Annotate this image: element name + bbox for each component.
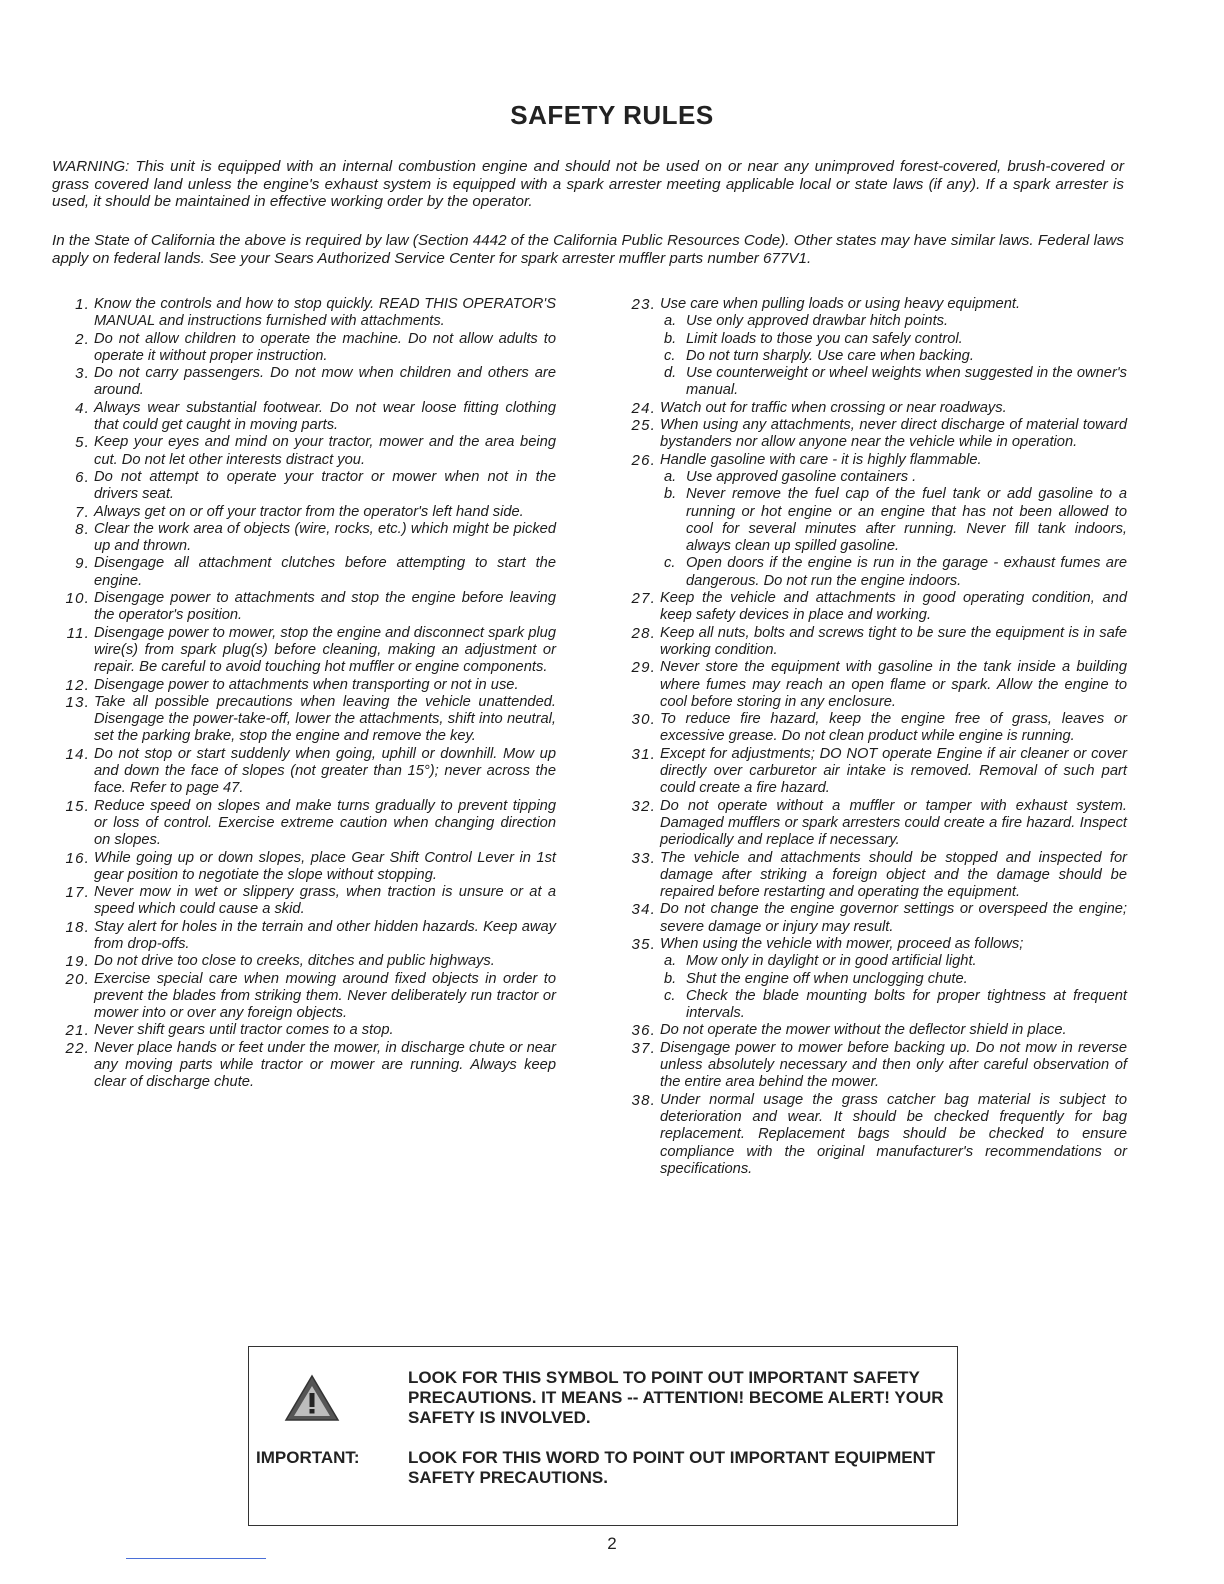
rule-text: Never place hands or feet under the mower, in discharge chute or near any moving parts while tractor or mower are running. Always keep clear of discharge chute.: [94, 1039, 556, 1091]
rule-item: [48, 919, 556, 954]
subitem-text: Do not turn sharply. Use care when backing.: [686, 347, 974, 364]
rule-item: [48, 884, 556, 919]
rule-text: Do not operate the mower without the deflector shield in place.: [660, 1022, 1067, 1039]
rule-number: 21.: [65, 1022, 90, 1040]
rule-number: 6.: [75, 468, 90, 486]
rule-subitem: [664, 953, 1127, 970]
rule-number: 37.: [631, 1039, 656, 1057]
california-paragraph: In the State of California the above is required by law (Section 4442 of the California Public Resources Code). Other states may have similar laws. Federal laws apply on federal lands. See your Sears Authorized Service Center for spark arrester muffler parts number 677V1.: [52, 232, 1124, 267]
rule-number: 38.: [631, 1091, 656, 1109]
rule-item: [48, 331, 556, 366]
rule-text: Do not drive too close to creeks, ditches and public highways.: [94, 953, 495, 970]
rule-subitem: [664, 348, 1127, 365]
subitem-text: Shut the engine off when unclogging chute.: [686, 970, 968, 987]
rule-text: Know the controls and how to stop quickly. READ THIS OPERATOR'S MANUAL and instructions furnished with attachments.: [94, 296, 556, 330]
rule-subitem: [664, 988, 1127, 1023]
rule-number: 9.: [75, 555, 90, 573]
rule-item: [48, 365, 556, 400]
divider-line: [126, 1558, 266, 1559]
rule-text: Take all possible precautions when leaving the vehicle unattended. Disengage the power-take-off, lower the attachments, shift into neutral, set the parking brake, stop the engine and remove the key.: [94, 693, 556, 745]
rule-text: Do not operate without a muffler or tamper with exhaust system. Damaged mufflers or spark arresters could create a fire hazard. Inspect periodically and replace if necessary.: [660, 797, 1127, 849]
rule-item: [48, 971, 556, 1023]
rule-number: 3.: [75, 365, 90, 383]
rule-number: 28.: [631, 624, 656, 642]
subitem-text: Use only approved drawbar hitch points.: [686, 313, 949, 330]
rule-item: [48, 555, 556, 590]
subitem-letter: a.: [664, 313, 677, 330]
subitem-letter: a.: [664, 953, 677, 970]
rule-item: [48, 625, 556, 677]
rule-subitem: [664, 331, 1127, 348]
rule-text: When using any attachments, never direct discharge of material toward bystanders nor allow anyone near the vehicle while in operation.: [660, 417, 1127, 451]
rule-number: 20.: [65, 970, 90, 988]
rule-item: [48, 590, 556, 625]
rule-item: [614, 1040, 1127, 1092]
rule-item: [614, 659, 1127, 711]
rule-number: 29.: [631, 659, 656, 677]
subitem-text: Limit loads to those you can safely control.: [686, 330, 963, 347]
rule-text: Reduce speed on slopes and make turns gradually to prevent tipping or loss of control. Exercise extreme caution when changing direction on slopes.: [94, 797, 556, 849]
subitem-letter: b.: [664, 486, 677, 503]
rule-item: [614, 400, 1127, 417]
rule-text: Disengage all attachment clutches before attempting to start the engine.: [94, 555, 556, 589]
subitem-letter: d.: [664, 365, 677, 382]
subitem-letter: c.: [664, 347, 676, 364]
rule-text: Keep the vehicle and attachments in good operating condition, and keep safety devices in place and working.: [660, 590, 1127, 624]
rule-text: Never store the equipment with gasoline in the tank inside a building where fumes may reach an open flame or spark. Allow the engine to cool before storing in any enclosure.: [660, 659, 1127, 710]
page-number: 2: [607, 1534, 617, 1553]
rule-text: Keep your eyes and mind on your tractor, mower and the area being cut. Do not let other interests distract you.: [94, 434, 556, 468]
rule-text: The vehicle and attachments should be stopped and inspected for damage after striking a foreign object and the damage should be repaired before restarting and operating the equipment.: [660, 849, 1127, 901]
rule-item: [48, 296, 556, 331]
warning-paragraph: WARNING: This unit is equipped with an internal combustion engine and should not be used on or near any unimproved forest-covered, brush-covered or grass covered land unless the engine's exhaust system is equipped with a spark arrester meeting applicable local or state laws (if any). If a spark arrester is used, it should be maintained in effective working order by the operator.: [52, 158, 1124, 210]
rule-text: Clear the work area of objects (wire, rocks, etc.) which might be picked up and thrown.: [94, 520, 556, 555]
rule-subitem: [664, 469, 1127, 486]
rule-item: [48, 469, 556, 504]
rule-text: Use care when pulling loads or using heavy equipment.: [660, 296, 1021, 312]
rule-number: 24.: [631, 399, 656, 417]
rule-text: Stay alert for holes in the terrain and other hidden hazards. Keep away from drop-offs.: [94, 918, 556, 952]
rule-sublist: [660, 469, 1127, 590]
rule-subitem: [664, 486, 1127, 555]
rules-right-column: [614, 296, 1127, 1178]
subitem-letter: c.: [664, 555, 676, 572]
rule-text: Keep all nuts, bolts and screws tight to be sure the equipment is in safe working condition.: [660, 624, 1127, 658]
rule-text: Watch out for traffic when crossing or near roadways.: [660, 399, 1007, 416]
rule-item: [614, 625, 1127, 660]
rule-text: Never mow in wet or slippery grass, when traction is unsure or at a speed which could cause a skid.: [94, 884, 556, 918]
rule-text: Disengage power to mower before backing up. Do not mow in reverse unless absolutely necessary and then only after careful observation of the entire area behind the mower.: [660, 1039, 1127, 1091]
rule-text: Exercise special care when mowing around fixed objects in order to prevent the blades from striking them. Never deliberately run tractor or mower into or over any foreign objects.: [94, 970, 556, 1022]
rule-number: 18.: [65, 918, 90, 936]
rule-subitem: [664, 555, 1127, 590]
rule-number: 2.: [75, 330, 90, 348]
rule-text: Never shift gears until tractor comes to a stop.: [94, 1022, 394, 1039]
rule-item: [48, 850, 556, 885]
subitem-text: Mow only in daylight or in good artificial light.: [686, 953, 977, 970]
important-explanation: LOOK FOR THIS WORD TO POINT OUT IMPORTANT EQUIPMENT SAFETY PRECAUTIONS.: [408, 1448, 936, 1487]
rule-text: Do not stop or start suddenly when going, uphill or downhill. Mow up and down the face of slopes (not greater than 15°); never across the face. Refer to page 47.: [94, 745, 556, 797]
rule-item: [48, 677, 556, 694]
rule-text: Do not change the engine governor settings or overspeed the engine; severe damage or injury may result.: [660, 901, 1127, 935]
rule-text: Disengage power to attachments when transporting or not in use.: [94, 676, 519, 693]
rule-text: Disengage power to attachments and stop the engine before leaving the operator's position.: [94, 590, 556, 624]
rule-text: Always wear substantial footwear. Do not wear loose fitting clothing that could get caught in moving parts.: [94, 399, 556, 434]
rule-item: [614, 711, 1127, 746]
rule-number: 17.: [65, 884, 90, 902]
rule-item: [614, 1022, 1127, 1039]
rule-number: 34.: [631, 901, 656, 919]
rule-number: 14.: [65, 745, 90, 763]
rule-item: [614, 850, 1127, 902]
rule-number: 23.: [631, 296, 656, 313]
rule-number: 8.: [75, 520, 90, 538]
rule-item: [48, 694, 556, 746]
rule-sublist: [660, 313, 1127, 399]
rule-text: Except for adjustments; DO NOT operate Engine if air cleaner or cover directly over carburetor air intake is removed. Removal of such part could create a fire hazard.: [660, 745, 1127, 797]
rule-number: 5.: [75, 434, 90, 452]
subitem-text: Never remove the fuel cap of the fuel tank or add gasoline to a running or hot engine or an engine that has not been allowed to cool for several minutes after running. Never fill tank indoors, always clean up spilled gasoline.: [686, 486, 1127, 555]
rule-item: [48, 434, 556, 469]
subitem-letter: b.: [664, 330, 677, 347]
subitem-text: Use approved gasoline containers .: [686, 468, 917, 485]
rule-text: Do not carry passengers. Do not mow when children and others are around.: [94, 365, 556, 399]
rule-text: Under normal usage the grass catcher bag material is subject to deterioration and wear. It should be checked frequently for bag replacement. Replacement bags should be checked to ensure compliance with the original manufacturer's recommendations or specifications.: [660, 1091, 1127, 1177]
rule-item: [48, 1022, 556, 1039]
rule-number: 16.: [65, 849, 90, 867]
rule-number: 27.: [631, 590, 656, 608]
rule-number: 11.: [66, 624, 90, 642]
rule-text: Do not allow children to operate the machine. Do not allow adults to operate it without proper instruction.: [94, 330, 556, 364]
rule-item: [48, 521, 556, 556]
rule-item: [614, 590, 1127, 625]
rule-item: [614, 936, 1127, 1022]
rule-number: 25.: [631, 417, 656, 435]
rule-item: [614, 798, 1127, 850]
rule-item: [614, 1092, 1127, 1178]
rule-number: 7.: [75, 503, 90, 521]
rule-number: 36.: [631, 1022, 656, 1040]
rule-item: [48, 798, 556, 850]
rule-number: 15.: [65, 797, 90, 815]
rule-number: 1.: [75, 296, 90, 313]
subitem-text: Use counterweight or wheel weights when suggested in the owner's manual.: [686, 365, 1127, 399]
rule-item: [614, 417, 1127, 452]
rule-number: 4.: [75, 399, 90, 417]
subitem-letter: a.: [664, 468, 677, 485]
rule-item: [48, 504, 556, 521]
rule-subitem: [664, 971, 1127, 988]
subitem-text: Open doors if the engine is run in the garage - exhaust fumes are dangerous. Do not run the engine indoors.: [686, 555, 1127, 589]
rule-number: 13.: [65, 693, 90, 711]
subitem-text: Check the blade mounting bolts for proper tightness at frequent intervals.: [686, 987, 1127, 1022]
important-label: IMPORTANT:: [256, 1448, 360, 1467]
subitem-letter: b.: [664, 970, 677, 987]
rule-number: 33.: [631, 849, 656, 867]
rule-number: 19.: [65, 953, 90, 971]
rule-number: 32.: [631, 797, 656, 815]
page-title: SAFETY RULES: [510, 100, 714, 130]
rule-item: [614, 296, 1127, 400]
rule-subitem: [664, 365, 1127, 400]
rule-number: 30.: [631, 711, 656, 729]
rule-subitem: [664, 313, 1127, 330]
rules-left-column: [48, 296, 556, 1092]
rule-number: 35.: [631, 935, 656, 953]
warning-triangle-icon: [284, 1374, 340, 1422]
rule-item: [48, 400, 556, 435]
symbol-explanation: LOOK FOR THIS SYMBOL TO POINT OUT IMPORTANT SAFETY PRECAUTIONS. IT MEANS -- ATTENTION! BECOME ALERT! YOUR SAFETY IS INVOLVED.: [408, 1368, 944, 1427]
rule-text: When using the vehicle with mower, proceed as follows;: [660, 935, 1024, 952]
rule-text: To reduce fire hazard, keep the engine free of grass, leaves or excessive grease. Do not clean product while engine is running.: [660, 711, 1127, 745]
rule-text: While going up or down slopes, place Gear Shift Control Lever in 1st gear position to negotiate the slope without stopping.: [94, 849, 556, 883]
rule-item: [614, 901, 1127, 936]
rule-item: [614, 452, 1127, 590]
rule-item: [614, 746, 1127, 798]
rule-number: 12.: [65, 676, 90, 694]
rule-item: [48, 1040, 556, 1092]
rule-number: 31.: [631, 745, 656, 763]
rule-sublist: [660, 953, 1127, 1022]
rule-text: Always get on or off your tractor from the operator's left hand side.: [94, 503, 524, 520]
subitem-letter: c.: [664, 987, 676, 1004]
rule-text: Do not attempt to operate your tractor or mower when not in the drivers seat.: [94, 468, 556, 503]
rule-number: 22.: [65, 1039, 90, 1057]
rule-number: 10.: [65, 590, 90, 608]
rule-number: 26.: [631, 451, 656, 469]
rule-text: Handle gasoline with care - it is highly flammable.: [660, 451, 982, 468]
rule-item: [48, 746, 556, 798]
rule-text: Disengage power to mower, stop the engine and disconnect spark plug wire(s) from spark plug(s) before cleaning, making an adjustment or repair. Be careful to avoid touching hot muffler or engine components.: [94, 624, 556, 676]
rule-item: [48, 953, 556, 970]
